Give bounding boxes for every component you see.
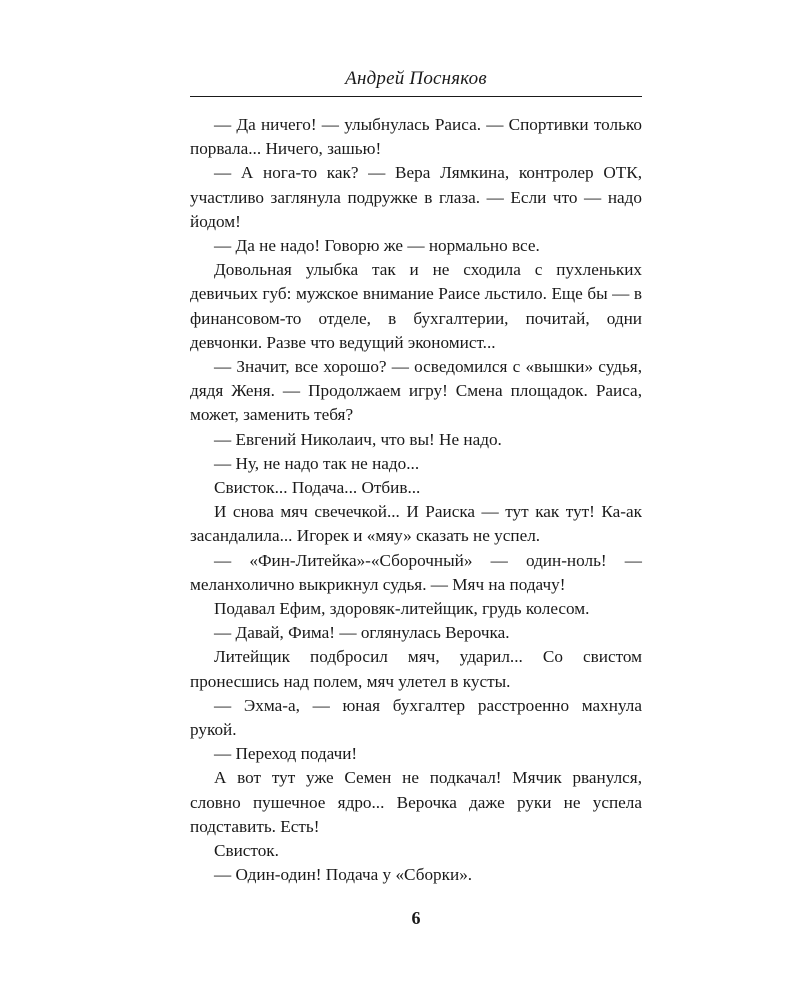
paragraph: Довольная улыбка так и не сходила с пухленьких девичьих губ: мужское внимание Раисе льстило. Еще бы — в финансовом-то отделе, в бухгалтерии, почитай, одни девчонки. Разве что ведущий экономист... bbox=[190, 260, 642, 352]
paragraph: — Переход подачи! bbox=[214, 744, 358, 764]
paragraph: Литейщик подбросил мяч, ударил... Со свистом пронесшись над полем, мяч улетел в кусты. bbox=[190, 647, 642, 691]
paragraph: — Евгений Николаич, что вы! Не надо. bbox=[214, 429, 502, 449]
paragraph: А вот тут уже Семен не подкачал! Мячик рванулся, словно пушечное ядро... Верочка даже руки не успела подставить. Есть! bbox=[190, 768, 642, 836]
paragraph: — Один-один! Подача у «Сборки». bbox=[214, 865, 473, 885]
paragraph: Подавал Ефим, здоровяк-литейщик, грудь колесом. bbox=[214, 599, 590, 619]
paragraph: — Да ничего! — улыбнулась Раиса. — Спортивки только порвала... Ничего, зашью! bbox=[190, 115, 642, 159]
running-title: Андрей Посняков bbox=[345, 68, 487, 89]
paragraph: — А нога-то как? — Вера Лямкина, контролер ОТК, участливо заглянула подружке в глаза. — Если что — надо йодом! bbox=[190, 163, 642, 231]
paragraph: — Да не надо! Говорю же — нормально все. bbox=[214, 236, 540, 256]
paragraph: Свисток. bbox=[214, 841, 279, 861]
paragraph: — Ну, не надо так не надо... bbox=[214, 453, 420, 473]
paragraph: — Давай, Фима! — оглянулась Верочка. bbox=[214, 623, 510, 643]
paragraph: — Значит, все хорошо? — осведомился с «вышки» судья, дядя Женя. — Продолжаем игру! Смена площадок. Раиса, может, заменить тебя? bbox=[190, 357, 642, 425]
header-rule bbox=[190, 96, 642, 97]
paragraph: — «Фин-Литейка»-«Сборочный» — один-ноль! — меланхолично выкрикнул судья. — Мяч на подачу! bbox=[190, 550, 642, 594]
paragraph: Свисток... Подача... Отбив... bbox=[214, 478, 421, 498]
page-number: 6 bbox=[411, 908, 421, 928]
paragraph: — Эхма-а, — юная бухгалтер расстроенно махнула рукой. bbox=[190, 695, 642, 740]
body-text bbox=[190, 113, 642, 888]
paragraph: И снова мяч свечечкой... И Раиска — тут как тут! Ка-ак засандалила... Игорек и «мяу» сказать не успел. bbox=[190, 502, 642, 546]
